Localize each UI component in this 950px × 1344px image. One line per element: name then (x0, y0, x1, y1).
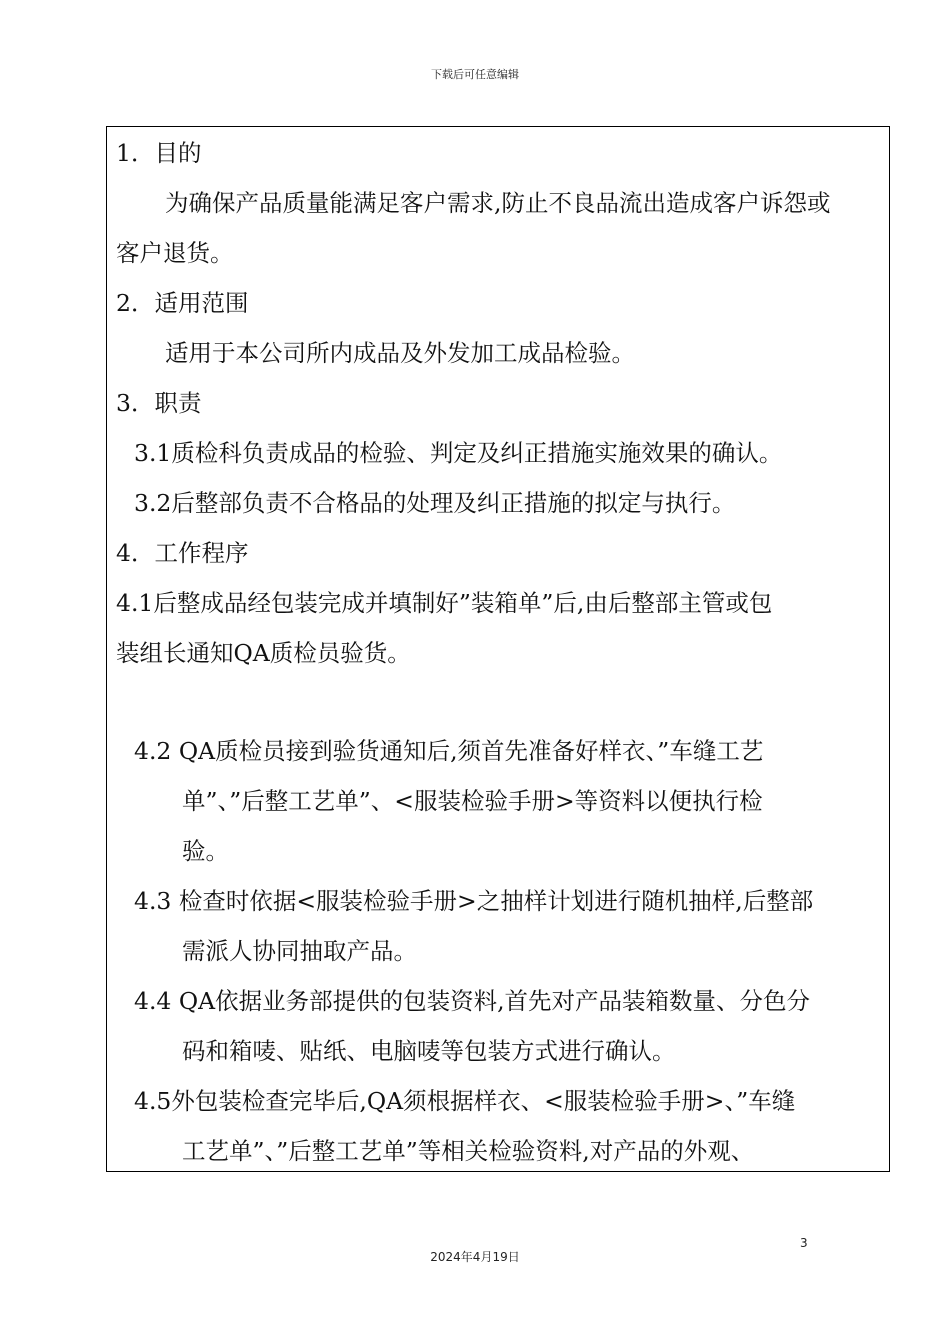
procedure-4-4-line-1: 4.4 QA依据业务部提供的包装资料,首先对产品装箱数量、分色分 (134, 987, 811, 1015)
procedure-4-1-line-1: 4.1后整成品经包装完成并填制好”装箱单”后,由后整部主管或包 (116, 589, 773, 617)
procedure-4-3-line-2: 需派人协同抽取产品。 (182, 937, 417, 965)
scope-text: 适用于本公司所内成品及外发加工成品检验。 (165, 339, 635, 367)
procedure-4-2-line-1: 4.2 QA质检员接到验货通知后,须首先准备好样衣、”车缝工艺 (134, 737, 764, 765)
procedure-4-3-line-1: 4.3 检查时依据<服装检验手册>之抽样计划进行随机抽样,后整部 (134, 887, 814, 915)
procedure-4-5-line-1: 4.5外包装检查完毕后,QA须根据样衣、<服装检验手册>、”车缝 (134, 1087, 796, 1115)
section-4-heading: 4．工作程序 (116, 539, 249, 567)
responsibility-3-2: 3.2后整部负责不合格品的处理及纠正措施的拟定与执行。 (134, 489, 736, 517)
page-number: 3 (800, 1236, 808, 1250)
procedure-4-5-line-2: 工艺单”、”后整工艺单”等相关检验资料,对产品的外观、 (182, 1137, 755, 1165)
section-3-heading: 3．职责 (116, 389, 202, 417)
footer-date: 2024年4月19日 (430, 1250, 520, 1264)
purpose-text-line-1: 为确保产品质量能满足客户需求,防止不良品流出造成客户诉怨或 (165, 189, 831, 217)
procedure-4-4-line-2: 码和箱唛、贴纸、电脑唛等包装方式进行确认。 (182, 1037, 676, 1065)
procedure-4-2-line-2: 单”、”后整工艺单”、<服装检验手册>等资料以便执行检 (182, 787, 763, 815)
purpose-text-line-2: 客户退货。 (116, 239, 234, 267)
header-note: 下载后可任意编辑 (431, 68, 519, 81)
section-1-heading: 1．目的 (116, 139, 202, 167)
procedure-4-1-line-2: 装组长通知QA质检员验货。 (116, 639, 411, 667)
section-2-heading: 2．适用范围 (116, 289, 249, 317)
procedure-4-2-line-3: 验。 (182, 837, 229, 865)
responsibility-3-1: 3.1质检科负责成品的检验、判定及纠正措施实施效果的确认。 (134, 439, 783, 467)
